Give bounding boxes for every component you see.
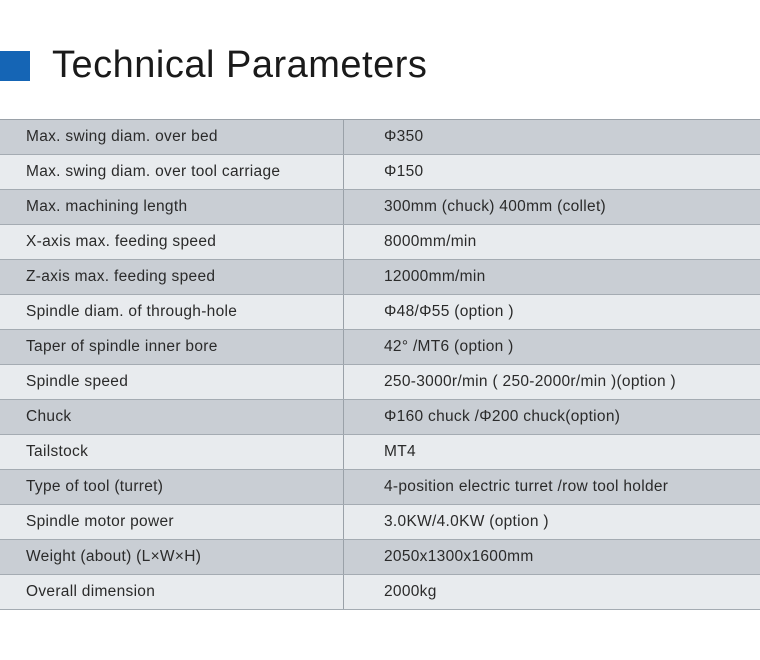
parameter-value: 250-3000r/min ( 250-2000r/min )(option ): [384, 373, 676, 390]
parameter-value: 3.0KW/4.0KW (option ): [384, 513, 549, 530]
parameter-label: X-axis max. feeding speed: [0, 225, 344, 259]
parameter-value: 2000kg: [384, 583, 437, 600]
table-row: [0, 120, 760, 155]
parameter-value: Φ48/Φ55 (option ): [384, 303, 514, 320]
parameter-label: Taper of spindle inner bore: [0, 330, 344, 364]
table-row: [0, 225, 760, 260]
parameter-label: Type of tool (turret): [0, 470, 344, 504]
table-row: [0, 330, 760, 365]
parameter-label: Max. machining length: [0, 190, 344, 224]
table-row: [0, 190, 760, 225]
table-row: [0, 435, 760, 470]
parameters-table: [0, 119, 760, 610]
table-row: [0, 295, 760, 330]
parameter-value: MT4: [384, 443, 416, 460]
parameter-value: 2050x1300x1600mm: [384, 548, 534, 565]
page-header: [0, 44, 427, 87]
parameter-label: Overall dimension: [0, 575, 344, 609]
table-row: [0, 575, 760, 610]
parameter-value: Φ350: [384, 128, 424, 145]
table-row: [0, 470, 760, 505]
parameter-value: 12000mm/min: [384, 268, 486, 285]
page-title: Technical Parameters: [52, 44, 428, 86]
title-accent-square: [0, 51, 30, 81]
parameter-label: Max. swing diam. over tool carriage: [0, 155, 344, 189]
parameter-value: 4-position electric turret /row tool holder: [384, 478, 669, 495]
table-row: [0, 260, 760, 295]
parameter-value: Φ150: [384, 163, 424, 180]
parameter-label: Spindle diam. of through-hole: [0, 295, 344, 329]
parameter-label: Spindle speed: [0, 365, 344, 399]
parameter-label: Weight (about) (L×W×H): [0, 540, 344, 574]
parameter-label: Z-axis max. feeding speed: [0, 260, 344, 294]
parameter-value: Φ160 chuck /Φ200 chuck(option): [384, 408, 621, 425]
parameter-value: 300mm (chuck) 400mm (collet): [384, 198, 607, 215]
parameter-value: 8000mm/min: [384, 233, 477, 250]
parameter-label: Chuck: [0, 400, 344, 434]
parameter-label: Spindle motor power: [0, 505, 344, 539]
table-row: [0, 400, 760, 435]
table-row: [0, 505, 760, 540]
parameter-label: Max. swing diam. over bed: [0, 120, 344, 154]
table-row: [0, 540, 760, 575]
parameter-label: Tailstock: [0, 435, 344, 469]
table-row: [0, 155, 760, 190]
table-row: [0, 365, 760, 400]
parameter-value: 42° /MT6 (option ): [384, 338, 514, 355]
